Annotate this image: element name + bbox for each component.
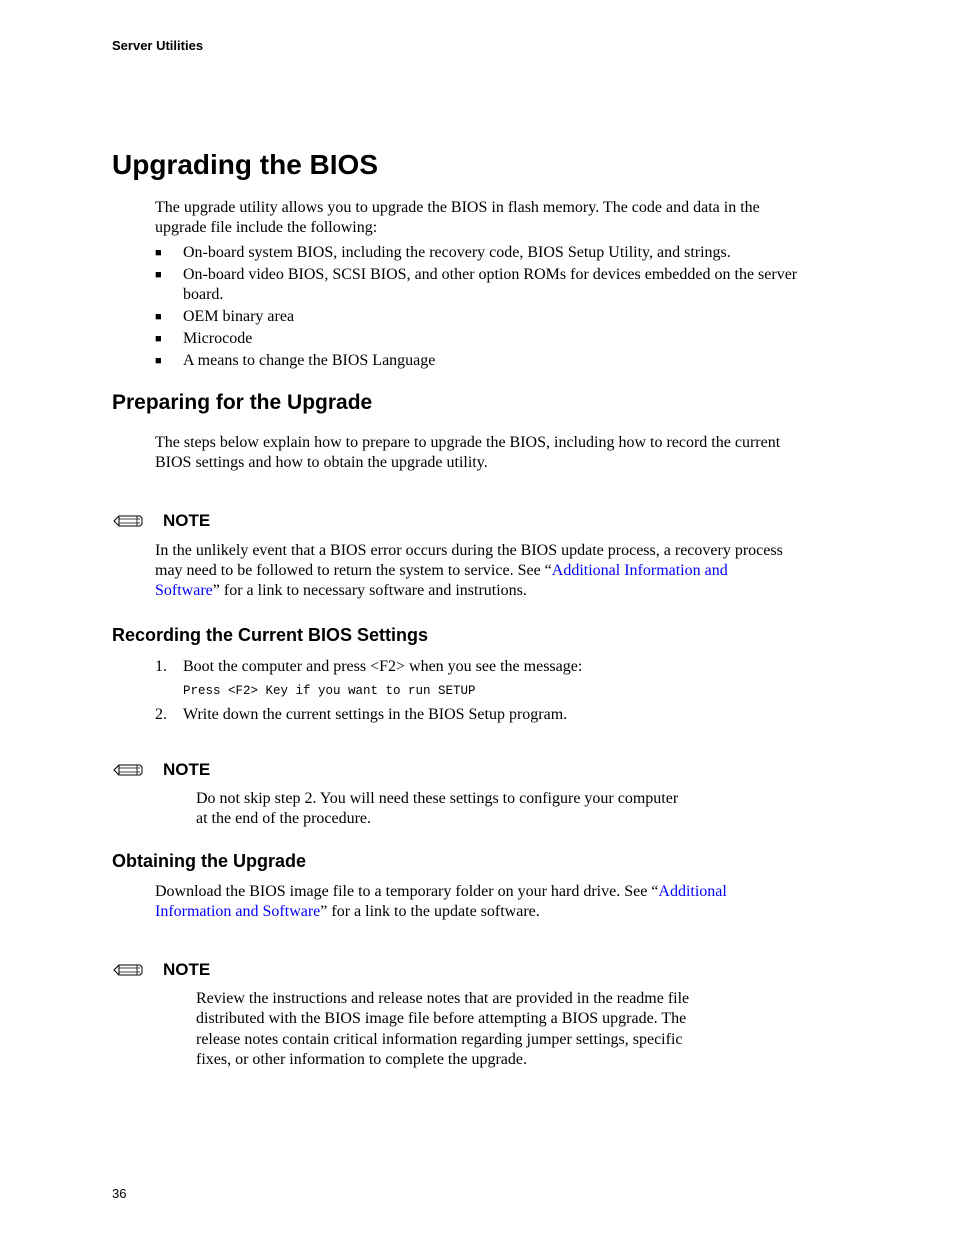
list-item-text: On-board video BIOS, SCSI BIOS, and other option ROMs for devices embedded on the server [183,266,798,283]
additional-info-link[interactable]: Additional Information and [551,562,728,579]
pencil-icon [113,963,143,977]
preparing-paragraph-line-2: BIOS settings and how to obtain the upgrade utility. [155,454,488,471]
note-text-line-2 [155,561,728,581]
note-text-line-2: distributed with the BIOS image file before attempting a BIOS upgrade. The [196,1010,687,1027]
running-header: Server Utilities [112,38,204,53]
bullet-icon: ■ [155,355,162,367]
list-item-text: OEM binary area [183,308,295,325]
obtaining-text-suffix: ” for a link to the update software. [320,903,540,920]
bullet-icon: ■ [155,333,162,345]
additional-info-link-continued[interactable]: Software [155,582,213,599]
note-label: NOTE [163,760,211,779]
section-heading-recording: Recording the Current BIOS Settings [112,625,429,645]
bullet-icon: ■ [155,269,162,281]
page-title: Upgrading the BIOS [112,149,378,180]
note-text-line-2: at the end of the procedure. [196,810,372,827]
note-text-line-1: Review the instructions and release notes that are provided in the readme file [196,990,690,1007]
note-text-line-1: Do not skip step 2. You will need these settings to configure your computer [196,790,679,807]
step-number: 2. [155,706,167,723]
obtaining-paragraph-line-2 [155,902,540,922]
note-text-line-4: fixes, or other information to complete the upgrade. [196,1051,528,1068]
list-item-text: A means to change the BIOS Language [183,352,436,369]
list-item-text-continued: board. [183,286,224,303]
bullet-icon: ■ [155,247,162,259]
setup-message-code: Press <F2> Key if you want to run SETUP [183,684,476,698]
preparing-paragraph-line-1: The steps below explain how to prepare to upgrade the BIOS, including how to record the current [155,434,781,451]
list-item-text: Microcode [183,330,253,347]
step-text: Boot the computer and press <F2> when you see the message: [183,658,583,675]
step-number: 1. [155,658,167,675]
list-item-text: On-board system BIOS, including the recovery code, BIOS Setup Utility, and strings. [183,244,731,261]
note-text-line-3 [155,581,527,601]
note-text-line-1: In the unlikely event that a BIOS error occurs during the BIOS update process, a recovery process [155,542,783,559]
additional-info-link-continued[interactable]: Information and Software [155,903,321,920]
note-text-prefix: may need to be followed to return the system to service. See “ [155,562,552,579]
note-text-suffix: ” for a link to necessary software and instrutions. [212,582,527,599]
note-text-line-3: release notes contain critical information regarding jumper settings, specific [196,1031,683,1048]
section-heading-obtaining: Obtaining the Upgrade [112,851,307,871]
intro-paragraph-line-1: The upgrade utility allows you to upgrade the BIOS in flash memory. The code and data in the [155,199,760,216]
obtaining-text-prefix: Download the BIOS image file to a temporary folder on your hard drive. See “ [155,883,659,900]
pencil-icon [113,514,143,528]
bullet-icon: ■ [155,311,162,323]
page-number: 36 [112,1186,127,1201]
note-label: NOTE [163,511,211,530]
intro-paragraph-line-2: upgrade file include the following: [155,219,378,236]
obtaining-paragraph-line-1 [155,882,727,902]
section-heading-preparing: Preparing for the Upgrade [112,391,373,414]
additional-info-link[interactable]: Additional [658,883,727,900]
step-text: Write down the current settings in the BIOS Setup program. [183,706,568,723]
pencil-icon [113,763,143,777]
note-label: NOTE [163,960,211,979]
